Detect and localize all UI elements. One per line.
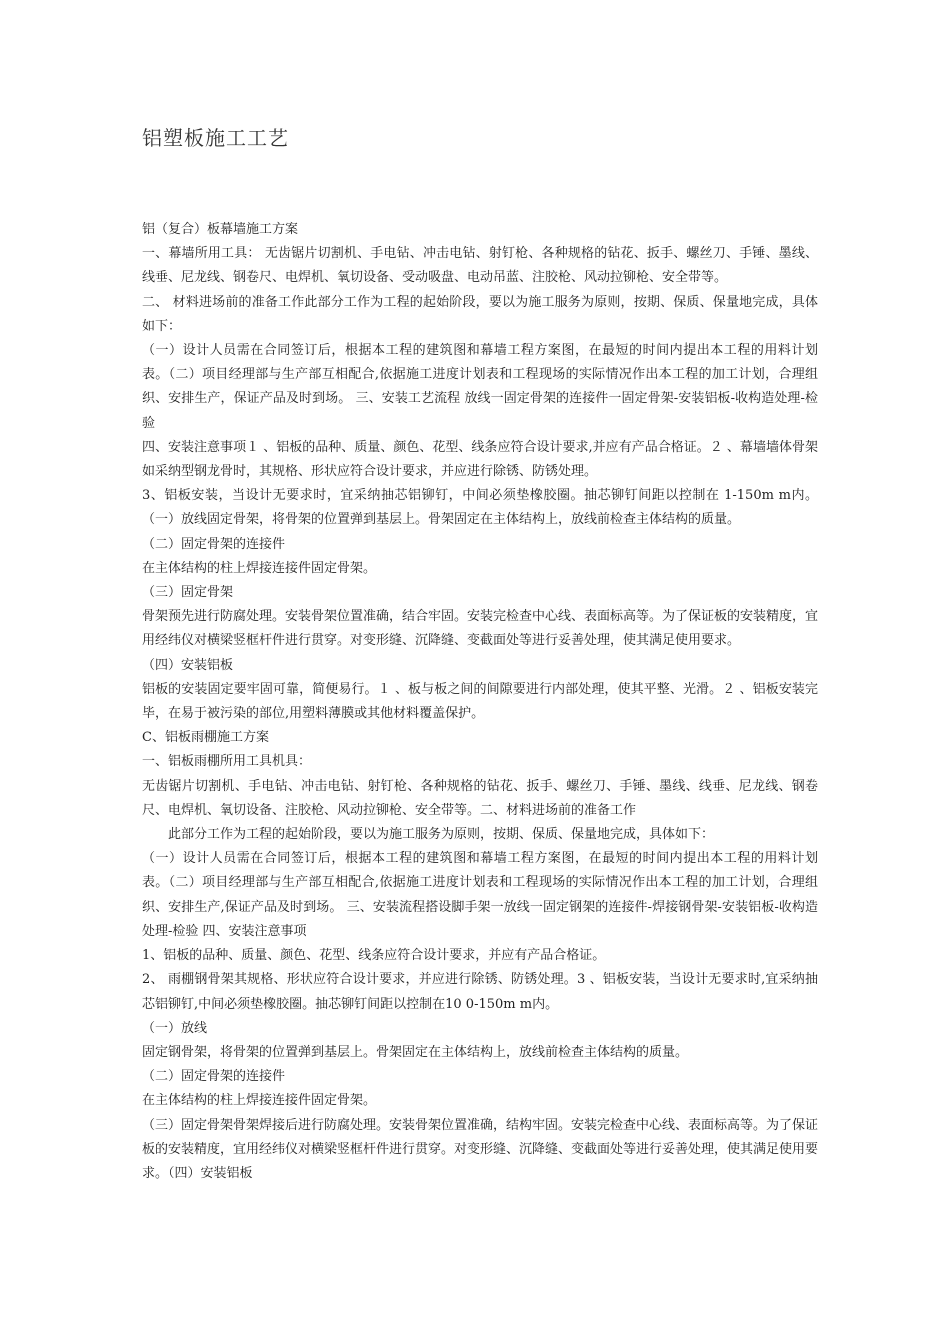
paragraph: （四）安装铝板: [142, 657, 234, 673]
paragraph: 无齿锯片切割机、手电钻、冲击电钻、射钉枪、各种规格的钻花、扳手、螺丝刀、手锤、墨线、线垂、尼龙线、钢卷尺、电焊机、氧切设备、注胶枪、风动拉铆枪、安全带等。二、材料进场前的准备工作: [142, 778, 818, 818]
paragraph: 一、幕墙所用工具： 无齿锯片切割机、手电钻、冲击电钻、射钉枪、各种规格的钻花、扳手、螺丝刀、手锤、墨线、线垂、尼龙线、钢卷尺、电焊机、氧切设备、受动吸盘、电动吊蓝、注胶枪、风动拉铆枪、安全带等。: [142, 246, 818, 286]
paragraph: （一）设计人员需在合同签订后，根据本工程的建筑图和幕墙工程方案图，在最短的时间内提出本工程的用料计划表。（二）项目经理部与生产部互相配合,依据施工进度计划表和工程现场的实际情况作出本工程的加工计划，合理组织、安排生产,保证产品及时到场。 三、安装流程搭设脚手架一放线一固定钢架的连接件-焊接钢骨架-安装铝板-收构造处理-检验 四、安装注意事项: [142, 851, 818, 939]
paragraph: （二）固定骨架的连接件: [142, 536, 286, 552]
paragraph: （一）设计人员需在合同签订后，根据本工程的建筑图和幕墙工程方案图，在最短的时间内提出本工程的用料计划表。（二）项目经理部与生产部互相配合,依据施工进度计划表和工程现场的实际情况作出本工程的加工计划，合理组织、安排生产，保证产品及时到场。 三、安装工艺流程 放线一固定骨架的连接件一固定骨架-安装铝板-收构造处理-检验: [142, 343, 818, 431]
paragraph: 固定钢骨架，将骨架的位置弹到基层上。骨架固定在主体结构上，放线前检查主体结构的质量。: [142, 1044, 689, 1060]
paragraph: 一、铝板雨棚所用工具机具：: [142, 754, 312, 770]
paragraph: 铝板的安装固定要牢固可靠，简便易行。１ 、板与板之间的间隙要进行内部处理，使其平整、光滑。２ 、铝板安装完毕，在易于被污染的部位,用塑料薄膜或其他材料覆盖保护。: [142, 681, 818, 722]
document-body: [142, 218, 818, 1186]
paragraph: （一）放线: [142, 1020, 208, 1036]
paragraph: 铝（复合）板幕墙施工方案: [142, 222, 299, 237]
paragraph: 在主体结构的柱上焊接连接件固定骨架。: [142, 1093, 377, 1109]
paragraph: C、铝板雨棚施工方案: [142, 730, 269, 746]
paragraph: 2、 雨棚钢骨架其规格、形状应符合设计要求，并应进行除锈、防锈处理。3 、铝板安装，当设计无要求时,宜采纳抽芯铝铆钉,中间必须垫橡胶圈。抽芯铆钉间距以控制在10 0-150m m内。: [142, 972, 818, 1012]
paragraph: 3、铝板安装，当设计无要求时，宜采纳抽芯铝铆钉，中间必须垫橡胶圈。抽芯铆钉间距以控制在 1-150m m内。（一）放线固定骨架，将骨架的位置弹到基层上。骨架固定在主体结构上，放线前检查主体结构的质量。: [142, 488, 818, 528]
paragraph: 二、 材料进场前的准备工作此部分工作为工程的起始阶段，要以为施工服务为原则，按期、保质、保量地完成，具体如下：: [142, 294, 818, 334]
paragraph: 四、安装注意事项１ 、铝板的品种、质量、颜色、花型、线条应符合设计要求,并应有产品合格证。２ 、幕墙墙体骨架如采纳型钢龙骨时，其规格、形状应符合设计要求，并应进行除锈、防锈处理。: [142, 439, 818, 480]
paragraph: 1、铝板的品种、质量、颜色、花型、线条应符合设计要求，并应有产品合格证。: [142, 948, 606, 964]
paragraph: 此部分工作为工程的起始阶段，要以为施工服务为原则，按期、保质、保量地完成，具体如下：: [168, 827, 715, 843]
paragraph: （三）固定骨架: [142, 585, 234, 601]
paragraph: 在主体结构的柱上焊接连接件固定骨架。: [142, 560, 377, 576]
paragraph: 骨架预先进行防腐处理。安装骨架位置准确，结合牢固。安装完检查中心线、表面标高等。为了保证板的安装精度，宜用经纬仪对横梁竖框杆件进行贯穿。对变形缝、沉降缝、变截面处等进行妥善处理，使其满足使用要求。: [142, 609, 819, 649]
document-title: 铝塑板施工工艺: [142, 126, 289, 150]
paragraph: （三）固定骨架骨架焊接后进行防腐处理。安装骨架位置准确，结构牢固。安装完检查中心线、表面标高等。为了保证板的安装精度，宜用经纬仪对横梁竖框杆件进行贯穿。对变形缝、沉降缝、变截面处等进行妥善处理，使其满足使用要求。（四）安装铝板: [142, 1117, 819, 1181]
paragraph: （二）固定骨架的连接件: [142, 1069, 286, 1085]
